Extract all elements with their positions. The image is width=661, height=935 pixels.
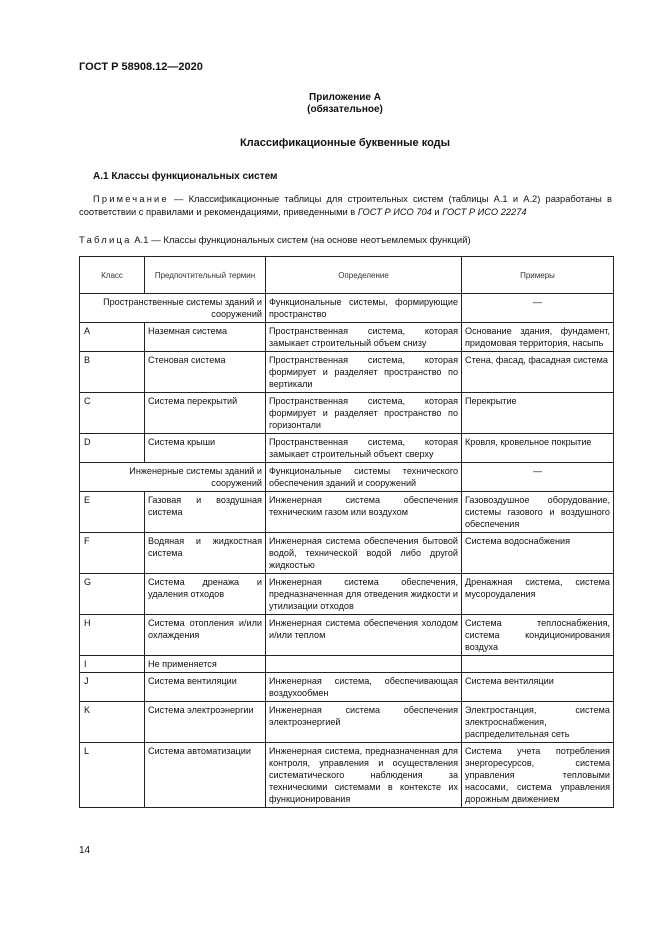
preferred-term: Не применяется (145, 656, 266, 673)
definition: Инженерная система обеспечения техническим газом или воздухом (266, 492, 462, 533)
class-code: G (80, 574, 145, 615)
preferred-term: Система перекрытий (145, 393, 266, 434)
header-definition: Определение (266, 257, 462, 294)
preferred-term: Система крыши (145, 434, 266, 463)
table-row (80, 574, 614, 615)
table-row (80, 656, 614, 673)
note-text-1: — Классификационные таблицы для строительных систем (таблицы А.1 и А.2) разработаны в соответствии с правилами и рекомендациями, приведенными в (79, 194, 612, 217)
preferred-term: Система электроэнергии (145, 702, 266, 743)
definition: Инженерная система обеспечения холодом и/или теплом (266, 615, 462, 656)
group-definition: Функциональные системы, формирующие пространство (266, 294, 462, 323)
class-code: A (80, 323, 145, 352)
examples: Электростанция, система электроснабжения, распределительная сеть (462, 702, 614, 743)
page-number: 14 (79, 845, 91, 856)
document-id: ГОСТ Р 58908.12—2020 (79, 61, 203, 73)
examples: Основание здания, фундамент, придомовая территория, насыпь (462, 323, 614, 352)
examples: Система учета потребления энергоресурсов, система управления тепловыми насосами, система управления дорожным движением (462, 743, 614, 808)
definition: Пространственная система, которая замыкает строительный объект сверху (266, 434, 462, 463)
definition: Инженерная система, предназначенная для контроля, управления и осуществления систематического наблюдения за техническими системами в контексте их функционирования (266, 743, 462, 808)
class-code: B (80, 352, 145, 393)
table-row (80, 352, 614, 393)
examples: Система вентиляции (462, 673, 614, 702)
definition: Инженерная система, обеспечивающая воздухообмен (266, 673, 462, 702)
definition (266, 656, 462, 673)
class-code: C (80, 393, 145, 434)
class-code: H (80, 615, 145, 656)
definition: Инженерная система обеспечения, предназначенная для отведения жидкости и утилизации отходов (266, 574, 462, 615)
definition: Пространственная система, которая замыкает строительный объем снизу (266, 323, 462, 352)
note-ref-2: ГОСТ Р ИСО 22274 (442, 207, 527, 217)
preferred-term: Водяная и жидкостная система (145, 533, 266, 574)
class-code: J (80, 673, 145, 702)
group-name: Инженерные системы зданий и сооружений (80, 463, 266, 492)
examples (462, 656, 614, 673)
preferred-term: Система вентиляции (145, 673, 266, 702)
table-row (80, 393, 614, 434)
preferred-term: Система дренажа и удаления отходов (145, 574, 266, 615)
table-row (80, 702, 614, 743)
table-row (80, 323, 614, 352)
preferred-term: Наземная система (145, 323, 266, 352)
group-examples: — (462, 294, 614, 323)
table-row (80, 434, 614, 463)
table-row (80, 615, 614, 656)
definition: Инженерная система обеспечения бытовой водой, технической водой либо другой жидкостью (266, 533, 462, 574)
main-title: Классификационные буквенные коды (239, 137, 451, 149)
examples: Система теплоснабжения, система кондиционирования воздуха (462, 615, 614, 656)
note-text-2: и (431, 207, 443, 217)
note-ref-1: ГОСТ Р ИСО 704 (357, 207, 432, 217)
table-row (80, 743, 614, 808)
examples: Газовоздушное оборудование, системы газового и воздушного обеспечения (462, 492, 614, 533)
class-code: D (80, 434, 145, 463)
preferred-term: Система автоматизации (145, 743, 266, 808)
preferred-term: Стеновая система (145, 352, 266, 393)
section-heading: А.1 Классы функциональных систем (93, 171, 278, 182)
group-definition: Функциональные системы технического обеспечения зданий и сооружений (266, 463, 462, 492)
table-body (80, 294, 614, 808)
header-examples: Примеры (462, 257, 614, 294)
classification-table (79, 256, 614, 808)
definition: Пространственная система, которая формирует и разделяет пространство по горизонтали (266, 393, 462, 434)
class-code: K (80, 702, 145, 743)
header-class: Класс (80, 257, 145, 294)
class-code: I (80, 656, 145, 673)
examples: Стена, фасад, фасадная система (462, 352, 614, 393)
examples: Дренажная система, система мусороудаления (462, 574, 614, 615)
examples: Перекрытие (462, 393, 614, 434)
preferred-term: Система отопления и/или охлаждения (145, 615, 266, 656)
examples: Система водоснабжения (462, 533, 614, 574)
header-term: Предпочтительный термин (145, 257, 266, 294)
appendix-title: Приложение А (309, 92, 381, 103)
appendix-status: (обязательное) (307, 104, 383, 115)
table-row (80, 492, 614, 533)
table-row (80, 673, 614, 702)
preferred-term: Газовая и воздушная система (145, 492, 266, 533)
table-row (80, 533, 614, 574)
definition: Инженерная система обеспечения электроэнергией (266, 702, 462, 743)
group-row (80, 294, 614, 323)
table-header-row (80, 257, 614, 294)
class-code: E (80, 492, 145, 533)
note-label: Примечание (93, 194, 169, 204)
definition: Пространственная система, которая формирует и разделяет пространство по вертикали (266, 352, 462, 393)
note-paragraph (79, 193, 612, 219)
class-code: L (80, 743, 145, 808)
examples: Кровля, кровельное покрытие (462, 434, 614, 463)
table-caption-text: А.1 — Классы функциональных систем (на основе неотъемлемых функций) (131, 235, 471, 246)
group-row (80, 463, 614, 492)
table-caption (79, 235, 471, 246)
group-name: Пространственные системы зданий и сооружений (80, 294, 266, 323)
class-code: F (80, 533, 145, 574)
table-caption-label: Таблица (79, 235, 132, 246)
group-examples: — (462, 463, 614, 492)
